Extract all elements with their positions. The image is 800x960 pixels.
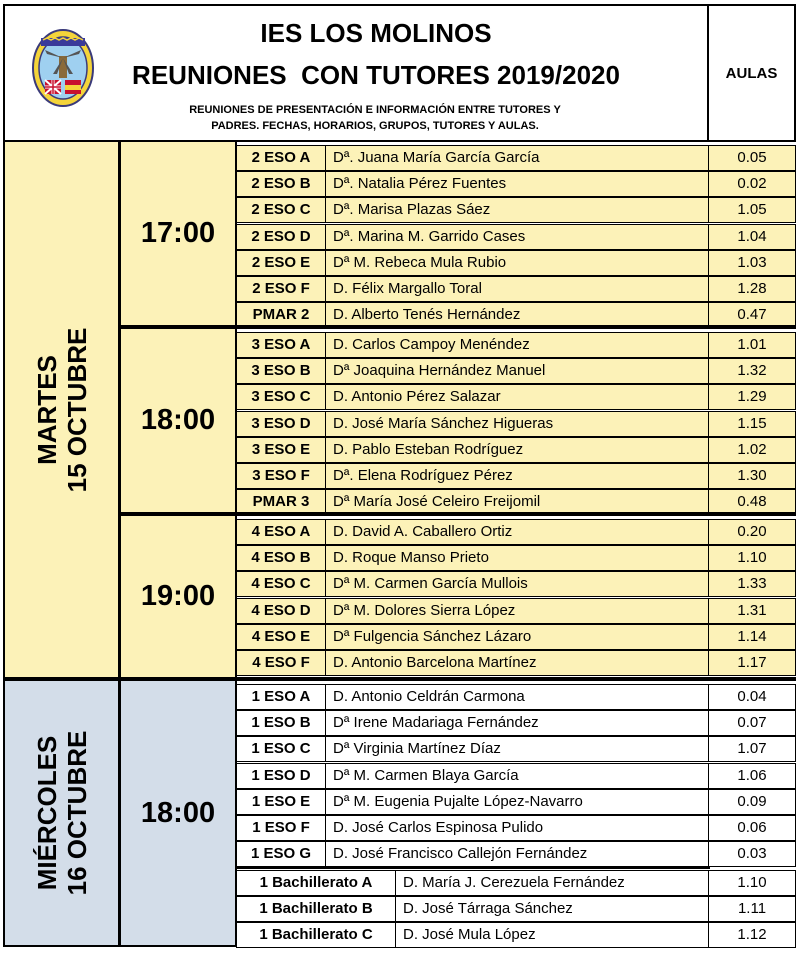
aula-cell: 1.30	[708, 463, 796, 489]
group-cell: 4 ESO B	[236, 545, 326, 571]
table-row	[236, 276, 796, 302]
aula-cell: 1.29	[708, 384, 796, 410]
group-cell: 3 ESO B	[236, 358, 326, 384]
table-row	[236, 463, 796, 489]
table-row	[236, 815, 796, 841]
tutor-cell: Dª M. Rebeca Mula Rubio	[325, 250, 709, 276]
day-date: 15 OCTUBRE	[61, 327, 92, 492]
group-cell: 2 ESO D	[236, 224, 326, 250]
table-row	[236, 384, 796, 410]
table-row	[236, 437, 796, 463]
table-row	[236, 411, 796, 437]
table-row	[236, 250, 796, 276]
aula-cell: 1.03	[708, 250, 796, 276]
aulas-column-header: AULAS	[707, 4, 796, 142]
tutor-cell: D. José Carlos Espinosa Pulido	[325, 815, 709, 841]
tutor-cell: D. Félix Margallo Toral	[325, 276, 709, 302]
aula-cell: 1.07	[708, 736, 796, 762]
block-separator	[119, 512, 796, 516]
group-cell: 2 ESO E	[236, 250, 326, 276]
tutor-cell: Dª Fulgencia Sánchez Lázaro	[325, 624, 709, 650]
tutor-cell: D. José Francisco Callejón Fernández	[325, 841, 709, 867]
tutor-cell: Dª M. Carmen Blaya García	[325, 763, 709, 789]
tutor-cell: Dª. Natalia Pérez Fuentes	[325, 171, 709, 197]
group-cell: 2 ESO F	[236, 276, 326, 302]
aula-cell: 1.10	[708, 545, 796, 571]
meetings-schedule-sheet	[3, 4, 796, 947]
group-cell: 1 ESO F	[236, 815, 326, 841]
page-title: REUNIONES CON TUTORES 2019/2020	[132, 60, 620, 90]
aula-cell: 0.48	[708, 489, 796, 515]
group-cell: 1 ESO C	[236, 736, 326, 762]
table-row	[236, 624, 796, 650]
aula-cell: 0.20	[708, 519, 796, 545]
aula-cell: 1.12	[708, 922, 796, 948]
aula-cell: 0.02	[708, 171, 796, 197]
aula-cell: 1.31	[708, 598, 796, 624]
aula-cell: 1.04	[708, 224, 796, 250]
aula-cell: 1.33	[708, 571, 796, 597]
day-column-wednesday	[3, 679, 120, 947]
tutor-cell: Dª. Juana María García García	[325, 145, 709, 171]
group-cell: 3 ESO A	[236, 332, 326, 358]
tutor-cell: D. María J. Cerezuela Fernández	[395, 870, 709, 896]
group-cell: 1 ESO D	[236, 763, 326, 789]
group-cell: 4 ESO C	[236, 571, 326, 597]
aula-cell: 0.47	[708, 302, 796, 328]
tutor-cell: D. José Tárraga Sánchez	[395, 896, 709, 922]
tutor-cell: D. Pablo Esteban Rodríguez	[325, 437, 709, 463]
tutor-cell: Dª. Marisa Plazas Sáez	[325, 197, 709, 223]
tutor-cell: D. Roque Manso Prieto	[325, 545, 709, 571]
aula-cell: 1.05	[708, 197, 796, 223]
table-row	[236, 736, 796, 762]
aula-cell: 1.14	[708, 624, 796, 650]
day-separator	[3, 677, 796, 681]
tutor-cell: D. Antonio Celdrán Carmona	[325, 684, 709, 710]
aula-cell: 0.05	[708, 145, 796, 171]
time-slot-1800-tuesday: 18:00	[119, 327, 237, 514]
aula-cell: 0.06	[708, 815, 796, 841]
tutor-cell: D. David A. Caballero Ortiz	[325, 519, 709, 545]
table-row	[236, 545, 796, 571]
table-row	[236, 650, 796, 676]
day-column-tuesday	[3, 140, 120, 679]
aula-cell: 1.06	[708, 763, 796, 789]
group-cell: 1 Bachillerato B	[236, 896, 396, 922]
group-cell: 1 Bachillerato A	[236, 870, 396, 896]
table-row	[236, 358, 796, 384]
tutor-cell: D. Antonio Barcelona Martínez	[325, 650, 709, 676]
day-name: MARTES	[31, 354, 62, 465]
group-cell: 2 ESO B	[236, 171, 326, 197]
table-row	[236, 519, 796, 545]
subtitle-line-2: PADRES. FECHAS, HORARIOS, GRUPOS, TUTORES Y AULAS.	[211, 120, 539, 132]
school-name: IES LOS MOLINOS	[260, 18, 492, 48]
table-row	[236, 224, 796, 250]
block-separator	[119, 325, 796, 329]
group-cell: 4 ESO E	[236, 624, 326, 650]
tutor-cell: Dª. Elena Rodríguez Pérez	[325, 463, 709, 489]
table-row	[236, 197, 796, 223]
table-row	[236, 841, 796, 867]
group-cell: 2 ESO A	[236, 145, 326, 171]
group-cell: 1 ESO E	[236, 789, 326, 815]
group-cell: 4 ESO F	[236, 650, 326, 676]
tutor-cell: Dª Joaquina Hernández Manuel	[325, 358, 709, 384]
tutor-cell: Dª M. Dolores Sierra López	[325, 598, 709, 624]
tutor-cell: Dª María José Celeiro Freijomil	[325, 489, 709, 515]
group-cell: 4 ESO A	[236, 519, 326, 545]
group-cell: 4 ESO D	[236, 598, 326, 624]
table-row	[236, 870, 796, 896]
table-row	[236, 145, 796, 171]
table-row	[236, 763, 796, 789]
aula-cell: 1.01	[708, 332, 796, 358]
page-subtitle	[123, 102, 627, 134]
bachillerato-separator	[236, 866, 710, 869]
aula-cell: 0.03	[708, 841, 796, 867]
table-row	[236, 896, 796, 922]
group-cell: 3 ESO D	[236, 411, 326, 437]
table-row	[236, 332, 796, 358]
group-cell: 3 ESO E	[236, 437, 326, 463]
time-slot-1900: 19:00	[119, 514, 237, 679]
table-row	[236, 789, 796, 815]
group-cell: 1 ESO G	[236, 841, 326, 867]
subtitle-line-1: REUNIONES DE PRESENTACIÓN E INFORMACIÓN ENTRE TUTORES Y	[189, 104, 561, 116]
group-cell: 2 ESO C	[236, 197, 326, 223]
aula-cell: 1.17	[708, 650, 796, 676]
aula-cell: 0.09	[708, 789, 796, 815]
group-cell: 3 ESO F	[236, 463, 326, 489]
tutor-cell: D. Antonio Pérez Salazar	[325, 384, 709, 410]
day-label-tuesday	[32, 327, 92, 492]
group-cell: 1 ESO B	[236, 710, 326, 736]
group-cell: 1 ESO A	[236, 684, 326, 710]
tutor-cell: Dª. Marina M. Garrido Cases	[325, 224, 709, 250]
group-cell: 3 ESO C	[236, 384, 326, 410]
header-title-box	[3, 4, 709, 142]
time-slot-1700: 17:00	[119, 140, 237, 327]
tutor-cell: Dª Irene Madariaga Fernández	[325, 710, 709, 736]
aula-cell: 1.15	[708, 411, 796, 437]
aula-cell: 1.28	[708, 276, 796, 302]
aula-cell: 0.04	[708, 684, 796, 710]
tutor-cell: D. José Mula López	[395, 922, 709, 948]
tutor-cell: Dª M. Eugenia Pujalte López-Navarro	[325, 789, 709, 815]
day-name: MIÉRCOLES	[31, 735, 62, 891]
table-row	[236, 710, 796, 736]
group-cell: 1 Bachillerato C	[236, 922, 396, 948]
table-row	[236, 922, 796, 948]
table-row	[236, 171, 796, 197]
aula-cell: 1.11	[708, 896, 796, 922]
table-row	[236, 598, 796, 624]
table-row	[236, 571, 796, 597]
tutor-cell: Dª M. Carmen García Mullois	[325, 571, 709, 597]
group-cell: PMAR 3	[236, 489, 326, 515]
aula-cell: 0.07	[708, 710, 796, 736]
tutor-cell: D. Alberto Tenés Hernández	[325, 302, 709, 328]
tutor-cell: D. Carlos Campoy Menéndez	[325, 332, 709, 358]
day-label-wednesday	[32, 731, 92, 896]
group-cell: PMAR 2	[236, 302, 326, 328]
aula-cell: 1.10	[708, 870, 796, 896]
aula-cell: 1.32	[708, 358, 796, 384]
tutor-cell: D. José María Sánchez Higueras	[325, 411, 709, 437]
table-row	[236, 684, 796, 710]
aula-cell: 1.02	[708, 437, 796, 463]
time-slot-1800-wednesday: 18:00	[119, 679, 237, 947]
day-date: 16 OCTUBRE	[61, 730, 92, 896]
tutor-cell: Dª Virginia Martínez Díaz	[325, 736, 709, 762]
